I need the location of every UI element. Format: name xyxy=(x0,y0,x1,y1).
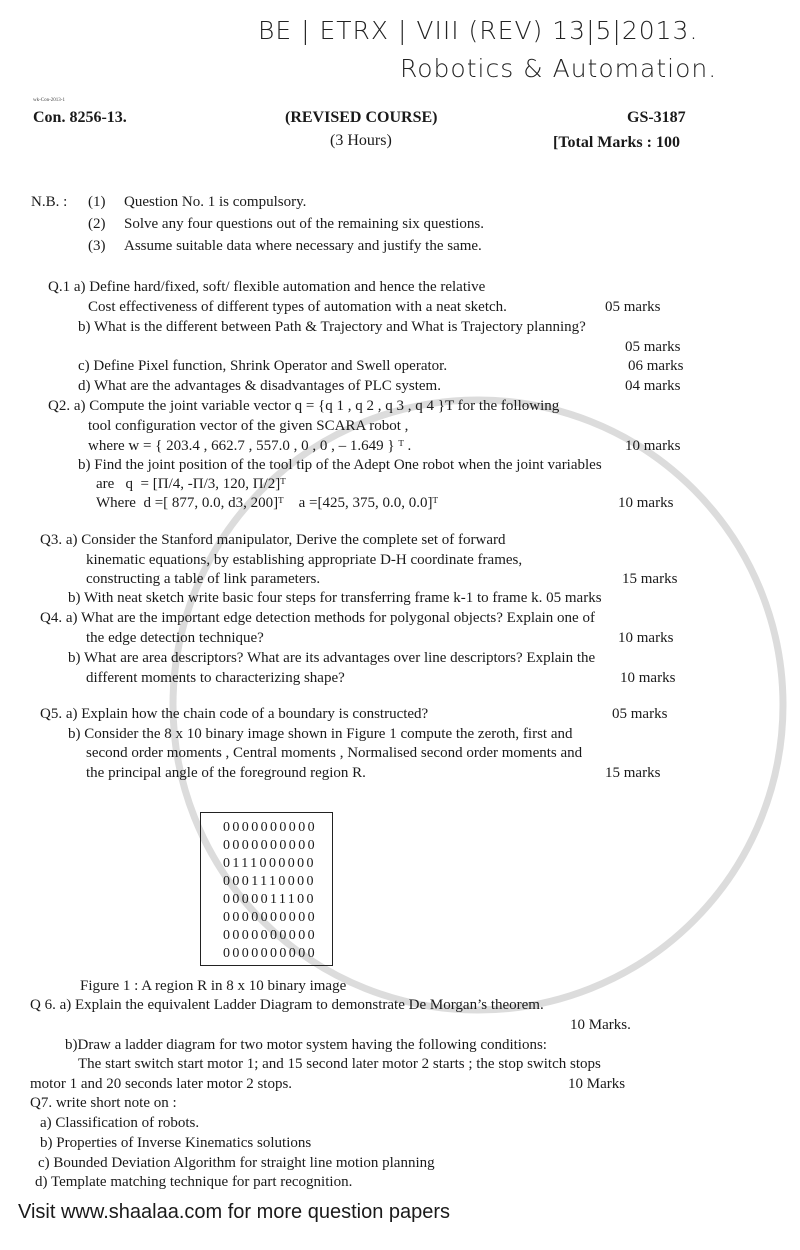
marks-label: 06 marks xyxy=(628,358,684,374)
nb-text: Solve any four questions out of the remaining six questions. xyxy=(124,216,484,232)
course-title: (REVISED COURSE) xyxy=(285,109,438,126)
footer-link[interactable]: Visit www.shaalaa.com for more question papers xyxy=(18,1201,451,1223)
marks-label: 05 marks xyxy=(612,706,668,722)
binary-row: 0111000000 xyxy=(223,856,316,871)
binary-row: 0000000000 xyxy=(223,820,317,835)
marks-label: 10 Marks. xyxy=(570,1017,631,1033)
question-line: b) Consider the 8 x 10 binary image shown in Figure 1 compute the zeroth, first and xyxy=(68,726,573,742)
question-line: Q2. a) Compute the joint variable vector q = {q 1 , q 2 , q 3 , q 4 }T for the following xyxy=(48,398,560,414)
handwritten-subject: Robotics & Automation. xyxy=(400,54,718,83)
paper-code: GS-3187 xyxy=(627,109,686,126)
nb-label: N.B. : xyxy=(31,194,68,210)
question-line: Q5. a) Explain how the chain code of a boundary is constructed? xyxy=(40,706,429,722)
question-line: d) What are the advantages & disadvantages of PLC system. xyxy=(78,378,441,394)
nb-text: Question No. 1 is compulsory. xyxy=(124,194,307,210)
question-line: kinematic equations, by establishing appropriate D-H coordinate frames, xyxy=(86,552,523,568)
nb-num: (3) xyxy=(88,238,106,254)
question-line: motor 1 and 20 seconds later motor 2 stops. xyxy=(30,1076,293,1092)
marks-label: 10 marks xyxy=(618,630,674,646)
question-line: b) Properties of Inverse Kinematics solutions xyxy=(40,1135,312,1151)
question-line: b) Find the joint position of the tool tip of the Adept One robot when the joint variables xyxy=(78,457,602,473)
question-line: Q3. a) Consider the Stanford manipulator, Derive the complete set of forward xyxy=(40,532,506,548)
question-line: the principal angle of the foreground region R. xyxy=(86,765,366,781)
nb-num: (2) xyxy=(88,216,106,232)
question-line: Cost effectiveness of different types of automation with a neat sketch. xyxy=(88,299,507,315)
total-marks: [Total Marks : 100 xyxy=(553,134,680,151)
question-line: Q7. write short note on : xyxy=(30,1095,177,1111)
question-line: where w = { 203.4 , 662.7 , 557.0 , 0 , 0 , – 1.649 } ᵀ . xyxy=(88,438,412,454)
question-line: Q4. a) What are the important edge detection methods for polygonal objects? Explain one of xyxy=(40,610,595,626)
question-line: Where d =[ 877, 0.0, d3, 200]ᵀ a =[425, 375, 0.0, 0.0]ᵀ xyxy=(96,495,438,511)
question-line: second order moments , Central moments , Normalised second order moments and xyxy=(86,745,583,761)
question-line: b)Draw a ladder diagram for two motor system having the following conditions: xyxy=(65,1037,547,1053)
tiny-code: wk-Con-2013-1 xyxy=(33,98,65,103)
marks-label: 05 marks xyxy=(625,339,681,355)
question-line: c) Bounded Deviation Algorithm for straight line motion planning xyxy=(38,1155,435,1171)
con-number: Con. 8256-13. xyxy=(33,109,127,126)
question-line: d) Template matching technique for part recognition. xyxy=(35,1174,353,1190)
binary-row: 0000011100 xyxy=(223,892,316,907)
marks-label: 05 marks xyxy=(605,299,661,315)
question-line: Q 6. a) Explain the equivalent Ladder Diagram to demonstrate De Morgan’s theorem. xyxy=(30,997,544,1013)
binary-row: 0000000000 xyxy=(223,838,317,853)
question-line: a) Classification of robots. xyxy=(40,1115,200,1131)
marks-label: 04 marks xyxy=(625,378,681,394)
marks-label: 15 marks xyxy=(622,571,678,587)
question-line: b) What is the different between Path & Trajectory and What is Trajectory planning? xyxy=(78,319,586,335)
question-line: are q = [Π/4, -Π/3, 120, Π/2]ᵀ xyxy=(96,476,286,492)
marks-label: 10 Marks xyxy=(568,1076,626,1092)
question-line: constructing a table of link parameters. xyxy=(86,571,321,587)
question-line: b) With neat sketch write basic four steps for transferring frame k-1 to frame k. 05 marks xyxy=(68,590,602,606)
handwritten-exam-info: BE | ETRX | VIII (REV) 13|5|2013. xyxy=(258,16,699,45)
binary-row: 0000000000 xyxy=(223,946,317,961)
nb-text: Assume suitable data where necessary and justify the same. xyxy=(124,238,482,254)
question-line: Figure 1 : A region R in 8 x 10 binary image xyxy=(80,978,347,994)
marks-label: 15 marks xyxy=(605,765,661,781)
question-line: b) What are area descriptors? What are its advantages over line descriptors? Explain the xyxy=(68,650,596,666)
duration: (3 Hours) xyxy=(330,132,392,149)
binary-row: 0000000000 xyxy=(223,910,317,925)
marks-label: 10 marks xyxy=(620,670,676,686)
question-line: tool configuration vector of the given SCARA robot , xyxy=(88,418,409,434)
marks-label: 10 marks xyxy=(618,495,674,511)
binary-row: 0000000000 xyxy=(223,928,317,943)
question-line: Q.1 a) Define hard/fixed, soft/ flexible automation and hence the relative xyxy=(48,279,486,295)
marks-label: 10 marks xyxy=(625,438,681,454)
binary-image-figure xyxy=(200,812,333,966)
question-line: c) Define Pixel function, Shrink Operator and Swell operator. xyxy=(78,358,448,374)
nb-num: (1) xyxy=(88,194,106,210)
question-line: The start switch start motor 1; and 15 second later motor 2 starts ; the stop switch stops xyxy=(78,1056,601,1072)
question-line: different moments to characterizing shape? xyxy=(86,670,345,686)
question-line: the edge detection technique? xyxy=(86,630,264,646)
binary-row: 0001110000 xyxy=(223,874,316,889)
